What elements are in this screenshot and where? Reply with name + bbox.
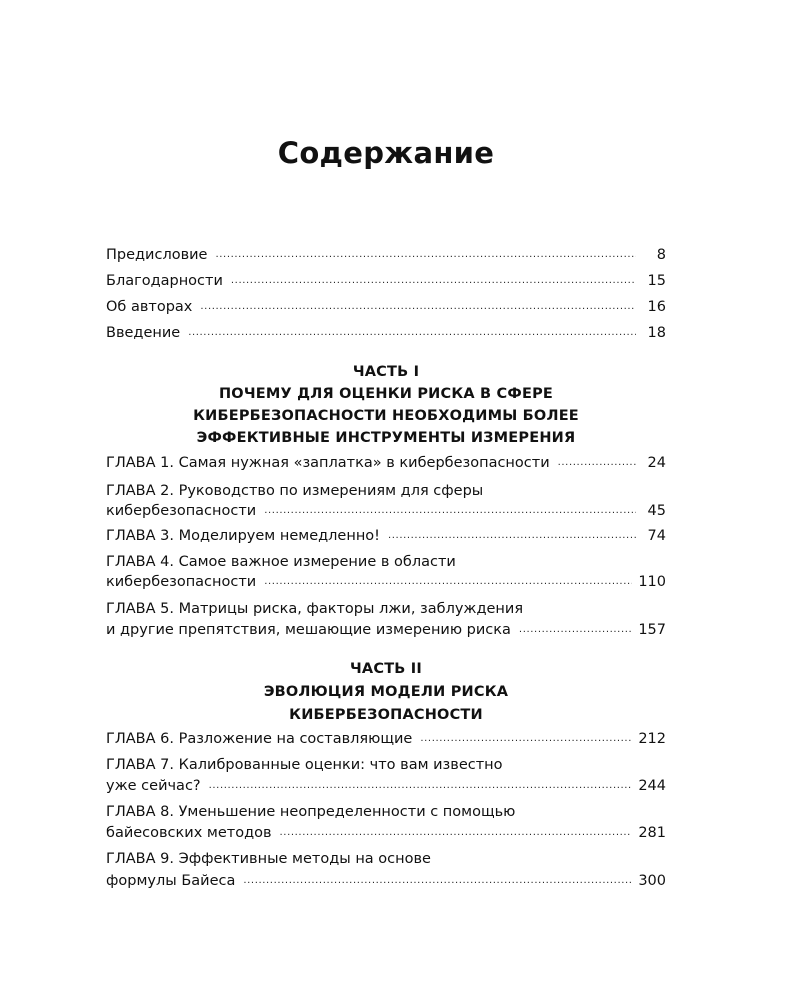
toc-entry-page: 74 (647, 528, 666, 544)
part-1-label: ЧАСТЬ I (352, 364, 420, 380)
toc-entry-label: ГЛАВА 6. Разложение на составляющие (106, 731, 413, 747)
toc-entry-page: 157 (638, 622, 666, 638)
toc-entry-page: 24 (647, 455, 666, 471)
toc-entry-label: кибербезопасности (106, 503, 257, 519)
toc-entry-label: ГЛАВА 9. Эффективные методы на основе (106, 851, 431, 867)
part-2-title-line: ЭВОЛЮЦИЯ МОДЕЛИ РИСКА (263, 684, 509, 700)
dot-leader (420, 732, 632, 746)
toc-entry-label: Об авторах (106, 299, 193, 315)
toc-entry-chapter-9-line-1[interactable] (106, 849, 666, 869)
toc-entry-introduction[interactable] (106, 323, 666, 343)
toc-entry-about-authors[interactable] (106, 297, 666, 317)
toc-entry-chapter-9[interactable] (106, 871, 666, 891)
toc-entry-chapter-5[interactable] (106, 620, 666, 640)
toc-entry-page: 8 (656, 247, 666, 263)
toc-entry-page: 281 (638, 825, 666, 841)
toc-entry-preface[interactable] (106, 245, 666, 265)
toc-entry-page: 244 (638, 778, 666, 794)
dot-leader (188, 326, 636, 340)
part-1-title-line: ПОЧЕМУ ДЛЯ ОЦЕНКИ РИСКА В СФЕРЕ (218, 386, 554, 402)
toc-entry-label: ГЛАВА 1. Самая нужная «заплатка» в кибербезопасности (106, 455, 550, 471)
toc-entry-chapter-5-line-1[interactable] (106, 599, 666, 619)
dot-leader (209, 779, 633, 793)
part-1-title-line: ЭФФЕКТИВНЫЕ ИНСТРУМЕНТЫ ИЗМЕРЕНИЯ (196, 430, 576, 446)
toc-entry-chapter-4[interactable] (106, 572, 666, 592)
dot-leader (231, 274, 636, 288)
toc-entry-chapter-4-line-1[interactable] (106, 552, 666, 572)
toc-entry-chapter-3[interactable] (106, 526, 666, 546)
toc-entry-page: 110 (638, 574, 666, 590)
toc-entry-label: и другие препятствия, мешающие измерению риска (106, 622, 511, 638)
toc-entry-page: 212 (638, 731, 666, 747)
toc-entry-label: ГЛАВА 4. Самое важное измерение в области (106, 554, 456, 570)
toc-entry-label: формулы Байеса (106, 873, 236, 889)
toc-entry-page: 300 (638, 873, 666, 889)
dot-leader (264, 504, 636, 518)
part-2-title-line: КИБЕРБЕЗОПАСНОСТИ (289, 707, 483, 723)
toc-entry-label: ГЛАВА 7. Калиброванные оценки: что вам известно (106, 757, 503, 773)
toc-entry-label: Благодарности (106, 273, 223, 289)
toc-entry-chapter-6[interactable] (106, 729, 666, 749)
toc-entry-label: байесовских методов (106, 825, 272, 841)
toc-entry-page: 45 (647, 503, 666, 519)
toc-entry-chapter-2-line-1[interactable] (106, 481, 666, 501)
toc-entry-chapter-7-line-1[interactable] (106, 755, 666, 775)
toc-entry-page: 15 (647, 273, 666, 289)
dot-leader (200, 300, 636, 314)
toc-entry-label: ГЛАВА 2. Руководство по измерениям для сферы (106, 483, 484, 499)
toc-entry-label: Предисловие (106, 247, 208, 263)
dot-leader (280, 826, 633, 840)
toc-entry-label: ГЛАВА 5. Матрицы риска, факторы лжи, заблуждения (106, 601, 524, 617)
toc-entry-chapter-2[interactable] (106, 501, 666, 521)
toc-entry-page: 18 (647, 325, 666, 341)
toc-entry-label: ГЛАВА 3. Моделируем немедленно! (106, 528, 380, 544)
toc-entry-label: ГЛАВА 8. Уменьшение неопределенности с помощью (106, 804, 516, 820)
toc-entry-label: кибербезопасности (106, 574, 257, 590)
toc-entry-acknowledgements[interactable] (106, 271, 666, 291)
dot-leader (215, 248, 636, 262)
toc-entry-chapter-7[interactable] (106, 776, 666, 796)
dot-leader (243, 874, 632, 888)
toc-entry-label: Введение (106, 325, 181, 341)
part-2-label: ЧАСТЬ II (350, 661, 422, 677)
dot-leader (388, 529, 636, 543)
dot-leader (558, 456, 636, 470)
dot-leader (519, 623, 632, 637)
toc-entry-page: 16 (647, 299, 666, 315)
toc-entry-chapter-8[interactable] (106, 823, 666, 843)
page-title: Содержание (277, 136, 495, 170)
part-1-title-line: КИБЕРБЕЗОПАСНОСТИ НЕОБХОДИМЫ БОЛЕЕ (193, 408, 579, 424)
toc-entry-chapter-1[interactable] (106, 453, 666, 473)
toc-entry-chapter-8-line-1[interactable] (106, 802, 666, 822)
dot-leader (264, 575, 632, 589)
toc-entry-label: уже сейчас? (106, 778, 201, 794)
